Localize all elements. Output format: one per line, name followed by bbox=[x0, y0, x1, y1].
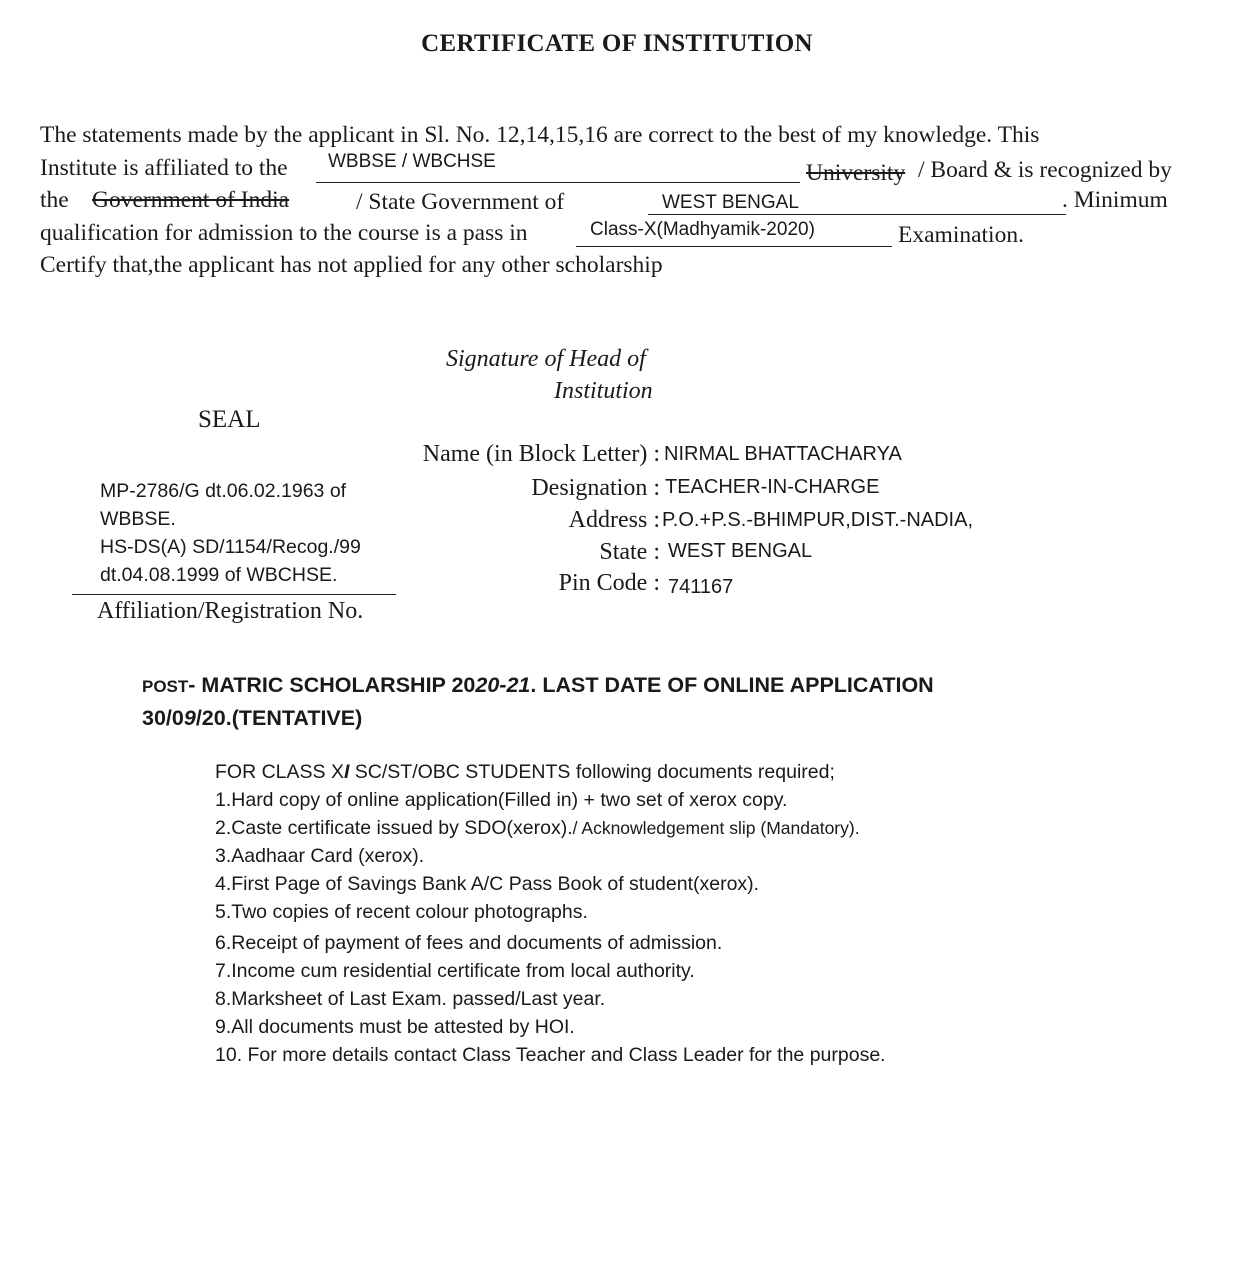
state-field-value: WEST BENGAL bbox=[662, 192, 799, 213]
scholarship-notice-line-1 bbox=[142, 673, 934, 698]
address-value: P.O.+P.S.-BHIMPUR,DIST.-NADIA, bbox=[662, 509, 974, 531]
last-date-part-c: /20.(TENTATIVE) bbox=[195, 706, 363, 730]
name-label: Name (in Block Letter) : bbox=[422, 441, 660, 467]
certify-line: Certify that,the applicant has not applied for any other scholarship bbox=[40, 252, 663, 278]
certificate-line-1: The statements made by the applicant in Sl. No. 12,14,15,16 are correct to the best of my knowledge. This bbox=[40, 122, 1040, 148]
designation-label: Designation : bbox=[531, 475, 660, 501]
document-item-2 bbox=[215, 817, 860, 840]
name-value: NIRMAL BHATTACHARYA bbox=[664, 443, 902, 465]
last-date-part-a: 30/0 bbox=[142, 706, 184, 730]
matric-scholarship-text: - MATRIC SCHOLARSHIP 20 bbox=[188, 673, 476, 697]
document-item-3: 3.Aadhaar Card (xerox). bbox=[215, 845, 425, 867]
documents-heading-b: SC/ST/OBC STUDENTS following documents required; bbox=[349, 761, 835, 783]
government-struck-text: Government of India bbox=[92, 187, 290, 213]
document-item-9: 9.All documents must be attested by HOI. bbox=[215, 1016, 575, 1038]
affiliation-underline bbox=[72, 594, 396, 595]
post-label: POST bbox=[142, 677, 189, 696]
signature-head-label: Signature of Head of bbox=[446, 346, 646, 372]
affiliation-line-2: WBBSE. bbox=[100, 508, 176, 530]
scholarship-notice-line-2 bbox=[142, 706, 362, 731]
designation-value: TEACHER-IN-CHARGE bbox=[665, 476, 880, 498]
affiliation-line-4: dt.04.08.1999 of WBCHSE. bbox=[100, 564, 338, 586]
affiliation-line-1: MP-2786/G dt.06.02.1963 of bbox=[100, 480, 347, 502]
document-item-7: 7.Income cum residential certificate from local authority. bbox=[215, 960, 695, 982]
documents-heading-a: FOR CLASS X bbox=[215, 761, 344, 783]
document-item-2-extra: / Acknowledgement slip (Mandatory). bbox=[572, 818, 860, 838]
the-label: the bbox=[40, 187, 69, 213]
document-item-8: 8.Marksheet of Last Exam. passed/Last year. bbox=[215, 988, 606, 1010]
affiliation-line-3: HS-DS(A) SD/1154/Recog./99 bbox=[100, 536, 361, 558]
state-label: State : bbox=[599, 539, 660, 565]
pin-code-label: Pin Code : bbox=[558, 570, 660, 596]
state-value: WEST BENGAL bbox=[668, 540, 813, 562]
university-struck-text: University bbox=[806, 160, 906, 186]
exam-field-value: Class-X(Madhyamik-2020) bbox=[590, 219, 815, 240]
qualification-label: qualification for admission to the course is a pass in bbox=[40, 220, 528, 246]
affiliated-label: Institute is affiliated to the bbox=[40, 155, 288, 181]
pin-code-value: 741167 bbox=[668, 576, 734, 598]
address-label: Address : bbox=[568, 507, 660, 533]
state-government-label: / State Government of bbox=[356, 189, 565, 215]
documents-heading-slash: I bbox=[343, 761, 350, 783]
document-item-4: 4.First Page of Savings Bank A/C Pass Book of student(xerox). bbox=[215, 873, 760, 895]
document-item-1: 1.Hard copy of online application(Filled in) + two set of xerox copy. bbox=[215, 789, 788, 811]
last-date-part-b: 9 bbox=[183, 706, 196, 730]
minimum-label: . Minimum bbox=[1062, 187, 1168, 213]
documents-heading bbox=[215, 761, 835, 784]
state-field-underline bbox=[648, 214, 1066, 215]
document-item-10: 10. For more details contact Class Teacher and Class Leader for the purpose. bbox=[215, 1044, 886, 1066]
board-field-underline bbox=[316, 182, 800, 183]
board-field-value: WBBSE / WBCHSE bbox=[328, 151, 496, 172]
document-item-6: 6.Receipt of payment of fees and documents of admission. bbox=[215, 932, 723, 954]
affiliation-caption: Affiliation/Registration No. bbox=[97, 598, 364, 624]
last-date-text: . LAST DATE OF ONLINE APPLICATION bbox=[530, 673, 934, 697]
board-recognized-text: / Board & is recognized by bbox=[918, 157, 1172, 183]
exam-field-underline bbox=[576, 246, 892, 247]
institution-label: Institution bbox=[554, 378, 653, 404]
examination-label: Examination. bbox=[898, 222, 1024, 248]
document-item-2-text: 2.Caste certificate issued by SDO(xerox). bbox=[215, 817, 573, 839]
scholarship-year: 20-21 bbox=[475, 673, 531, 697]
document-item-5: 5.Two copies of recent colour photographs. bbox=[215, 901, 588, 923]
certificate-title: CERTIFICATE OF INSTITUTION bbox=[421, 30, 813, 57]
seal-label: SEAL bbox=[198, 406, 261, 433]
